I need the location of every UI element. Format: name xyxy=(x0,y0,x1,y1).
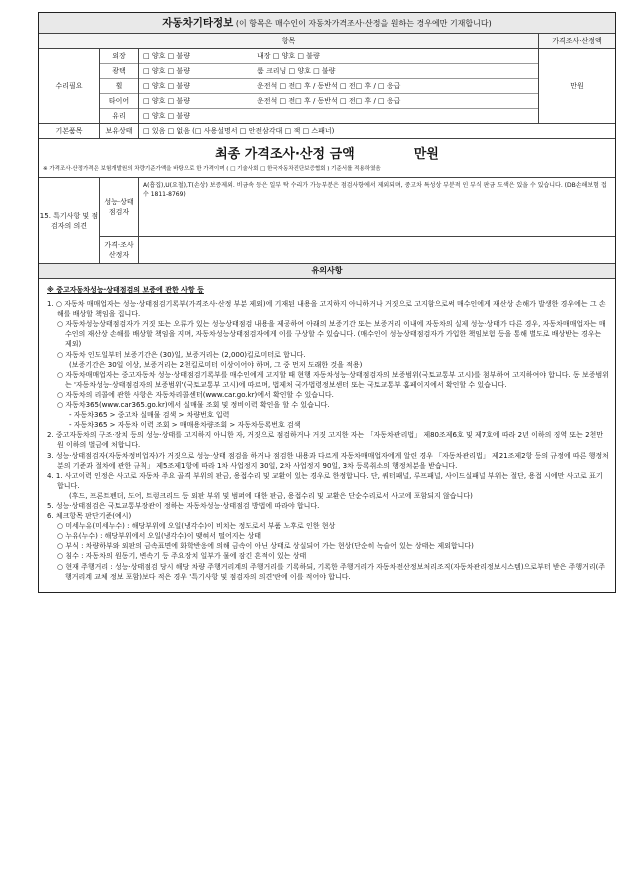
special-section xyxy=(39,178,615,264)
notice-item: 5. 성능·상태점검은 국토교통부장관이 정하는 자동차성능·상태점검 방법에 따라야 합니다. xyxy=(47,501,320,510)
notice-item: ○ 누유(누수) : 해당부위에서 오일(냉각수)이 맺혀서 떨어지는 상태 xyxy=(57,532,262,541)
notice-item: 3. 성능·상태점검자(자동차정비업자)가 거짓으로 성능·상태 점검을 하거나 점검한 내용과 다르게 자동차매매업자에게 알린 경우 「자동차관리법」 제21조제2항 등의 규정에 따른 행정처분의 기준과 절차에 관한 규칙」 제5조제1항에 따라 1차 사업정지 30일, 2차 사업정지 90일, 3차 등록취소의 행정처분을 받습니다. xyxy=(47,451,609,470)
basic-items-row xyxy=(39,124,615,139)
repair-grid xyxy=(139,49,539,123)
basic-label: 기본품목 xyxy=(39,124,100,138)
repair-cell[interactable]: □ 양호 □ 불량 xyxy=(143,67,190,75)
repair-sub: 휠 xyxy=(100,79,138,94)
repair-line xyxy=(139,64,538,79)
repair-cell[interactable]: □ 양호 □ 불량 xyxy=(143,112,190,120)
special-right xyxy=(100,178,615,263)
special-label: 15. 특기사항 및 점검자의 의견 xyxy=(39,178,100,263)
repair-sub: 외장 xyxy=(100,49,138,64)
repair-cell[interactable]: 룸 크리닝 □ 양호 □ 불량 xyxy=(257,67,336,75)
header-item: 항목 xyxy=(39,34,539,48)
table-header xyxy=(39,34,615,49)
notice-item: ○ 자동차 인도일부터 보증기간은 (30)일, 보증거리는 (2,000)킬로미터로 합니다. xyxy=(57,350,306,359)
repair-sub: 광택 xyxy=(100,64,138,79)
notice-header: 유의사항 xyxy=(39,264,615,279)
repair-line xyxy=(139,79,538,94)
repair-cell xyxy=(253,109,257,123)
form-title-note: (이 항목은 매수인이 자동차가격조사·산정을 원하는 경우에만 기재합니다) xyxy=(235,19,492,28)
special-price-text[interactable] xyxy=(139,237,615,263)
special-price-label: 가격·조사 산정자 xyxy=(100,237,139,263)
notice-item: ○ 미세누유(미세누수) : 해당부위에 오일(냉각수)이 비치는 정도로서 부품 노후로 인한 현상 xyxy=(57,522,336,531)
special-price-row xyxy=(100,237,615,263)
notice-item: (후드, 프론트펜더, 도어, 트렁크리드 등 외판 부위 및 범퍼에 대한 판금, 용접수리 및 교환은 단순수리로서 사고에 포함되지 않습니다) xyxy=(69,491,473,500)
repair-cell[interactable]: 운전석 □ 전□ 후 / 동반석 □ 전□ 후 / □ 응급 xyxy=(257,82,401,90)
repair-label: 수리필요 xyxy=(39,49,100,123)
notice-item: 1. ○ 자동차 매매업자는 성능·상태점검기록부(가격조사·산정 부분 제외)에 기재된 내용을 고지하지 아니하거나 거짓으로 고지함으로써 매수인에게 재산상 손해가 발생한 경우에는 그 손해를 배상할 책임을 집니다. xyxy=(47,300,606,319)
notice-body xyxy=(39,279,615,592)
repair-line xyxy=(139,109,538,123)
form-title-bar xyxy=(39,13,615,34)
notice-item: 2. 중고자동차의 구조·장치 등의 성능·상태를 고지하지 아니한 자, 거짓으로 점검하거나 거짓 고지한 자는 「자동차관리법」 제80조제6호 및 제7호에 따라 2년 이하의 징역 또는 2천만원 이하의 벌금에 처합니다. xyxy=(47,431,604,450)
repair-line xyxy=(139,49,538,64)
special-perf-label: 성능·상태 점검자 xyxy=(100,178,139,236)
repair-cell[interactable]: □ 양호 □ 불량 xyxy=(143,82,190,90)
repair-price[interactable]: 만원 xyxy=(570,82,584,90)
notice-item: ○ 현재 주행거리 : 성능·상태점검 당시 해당 차량 주행거리계의 주행거리를 기록하되, 기록한 주행거리가 자동차전산정보처리조직(자동차관리정보시스템)으로부터 받은 주행거리(주행거리계 교체 정보 포함)보다 적은 경우 '특기사항 및 점검자의 의견'란에 이를 적어야 합니다. xyxy=(57,562,606,581)
repair-section xyxy=(39,49,615,124)
notice-item: - 자동차365 > 중고차 실매물 검색 > 차량번호 입력 xyxy=(69,411,230,420)
form-title: 자동차기타정보 xyxy=(162,17,234,29)
repair-cell[interactable]: 내장 □ 양호 □ 불량 xyxy=(257,52,320,60)
notice-item: ○ 자동차성능상태점검자가 거짓 또는 오류가 있는 성능상태점검 내용을 제공하여 아래의 보증기간 또는 보증거리 이내에 자동차의 실제 성능·상태가 다른 경우, 자동차매매업자는 매수인의 재산상 손해를 배상할 책임을 지며, 자동차성능상태점검자에게 이를 구상할 수 있습니다. (매수인이 성능상태점검자가 가입한 책임보험 등을 통해 별도로 배상받는 경우는 제외) xyxy=(57,320,606,349)
repair-cell[interactable]: □ 양호 □ 불량 xyxy=(143,97,190,105)
vehicle-info-form xyxy=(38,12,616,593)
repair-sub: 타이어 xyxy=(100,94,138,109)
notice-item: ○ 침수 : 자동차의 원동기, 변속기 등 주요장치 일부가 물에 잠긴 흔적이 있는 상태 xyxy=(57,552,307,561)
repair-sub: 유리 xyxy=(112,112,126,120)
repair-cell[interactable]: □ 양호 □ 불량 xyxy=(143,52,190,60)
repair-line xyxy=(139,94,538,109)
final-price-title-line xyxy=(39,139,615,162)
repair-sub-col xyxy=(100,49,139,123)
special-perf-row xyxy=(100,178,615,237)
notice-item: - 자동차365 > 자동차 이력 조회 > 매매용차량조회 > 자동차등록번호 검색 xyxy=(69,421,301,430)
final-price-note: ※ 가격조사·산정가격은 보험개발원의 차량기준가액을 바탕으로 한 가격이며 ( □ 기술사회 □ 한국자동차진단보증협회 ) 기준서를 적용하였음 xyxy=(43,166,381,172)
basic-sub: 보유상태 xyxy=(100,124,139,138)
notice-item: ○ 자동차365(www.car365.go.kr)에서 실매물 조회 및 정비이력 확인을 할 수 있습니다. xyxy=(57,401,330,410)
basic-options[interactable]: □ 있음 □ 없음 (□ 사용설명서 □ 안전삼각대 □ 잭 □ 스패너) xyxy=(143,127,335,135)
notice-item: 6. 체크항목 판단기준(예시) xyxy=(47,512,132,521)
final-price-title: 최종 가격조사·산정 금액 xyxy=(215,147,355,162)
special-perf-text[interactable]: A(흡집),U(요철),T(손상) 보증제외. 비금속 등은 일부 탁 수리가 가능부분은 점검사항에서 제외되며, 중고차 특성상 부분적 인 부식 판금 도색은 있을 수 있습니다. (DB손해보험 접수 1811-8769) xyxy=(143,182,607,198)
notice-list xyxy=(47,299,609,582)
notice-item: 4. 1. 사고이력 인정은 사고로 자동차 주요 골격 부위의 판금, 용접수리 및 교환이 있는 경우로 한정합니다. 단, 쿼터패널, 루프패널, 사이드실패널 부위는 절단, 용접 시에만 사고로 표기합니다. xyxy=(47,471,603,490)
notice-item: ○ 자동차매매업자는 중고자동차 성능·상태점검기록부를 매수인에게 고지할 때 현행 자동차성능·상태점검자의 보증범위(국토교통부 고시)를 첨부하여 고지하여야 합니다. 동 보증범위는 '자동차성능·상태점검자의 보증범위'(국토교통부 고시)에 따르며, 법제처 국가법령정보센터 또는 국토교통부 홈페이지에서 확인할 수 있습니다. xyxy=(57,370,610,389)
notice-item: ○ 부식 : 차량하부와 외판의 금속표면에 화학반응에 의해 금속이 아닌 상태로 상실되어 가는 현상(단순히 녹슬어 있는 상태는 제외합니다) xyxy=(57,542,474,551)
notice-title: ※ 중고자동차성능·상태점검의 보증에 관한 사항 등 xyxy=(47,286,204,294)
repair-cell[interactable]: 운전석 □ 전□ 후 / 동반석 □ 전□ 후 / □ 응급 xyxy=(257,97,401,105)
notice-item: (보증기간은 30일 이상, 보증거리는 2천킬로미터 이상이어야 하며, 그 중 먼저 도래한 것을 적용) xyxy=(69,360,363,369)
final-price-row xyxy=(39,139,615,178)
final-price-unit: 만원 xyxy=(413,147,439,162)
notice-item: ○ 자동차의 리콜에 관한 사항은 자동차리콜센터(www.car.go.kr)에서 확인할 수 있습니다. xyxy=(57,390,334,399)
header-price: 가격조사·산정액 xyxy=(552,37,602,45)
